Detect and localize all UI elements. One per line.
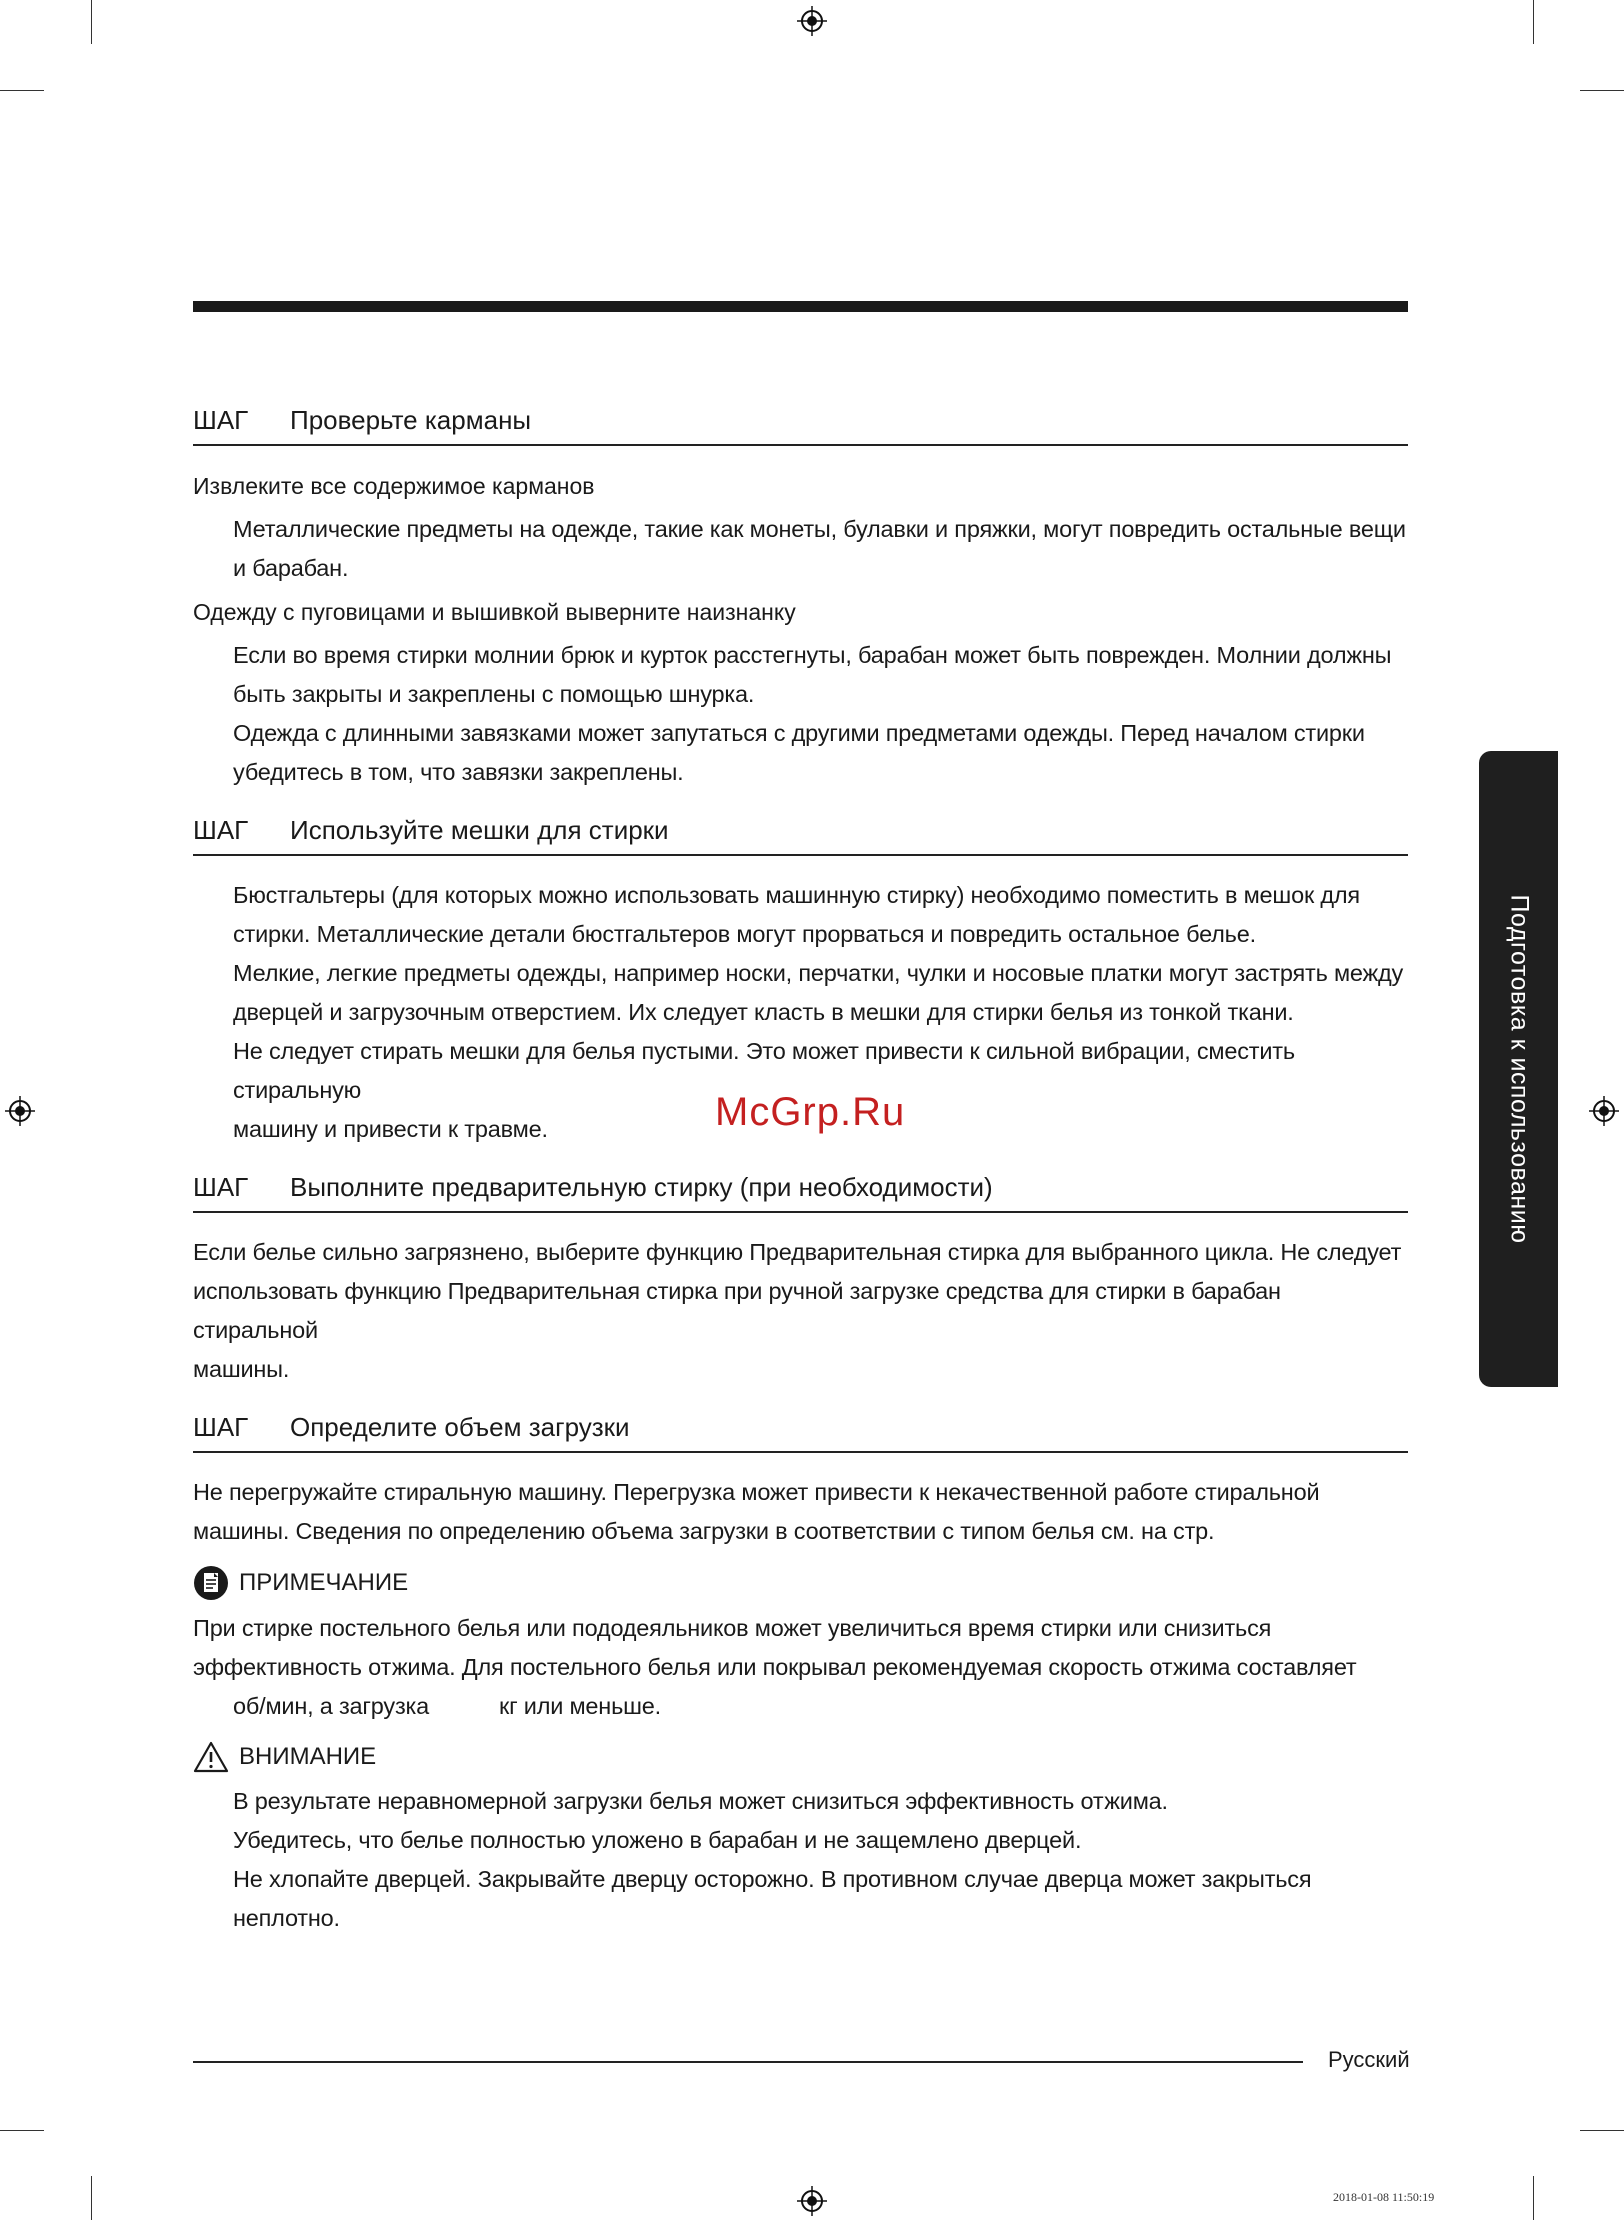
step-heading (193, 1409, 1408, 1453)
caution-title: ВНИМАНИЕ (239, 1743, 377, 1770)
step-title: Определите объем загрузки (290, 1412, 630, 1442)
step-title: Используйте мешки для стирки (290, 815, 669, 845)
paragraph-line: машины. Сведения по определению объема загрузки в соответствии с типом белья см. на стр. (193, 1518, 1215, 1544)
paragraph-line: При стирке постельного белья или пододеяльников может увеличиться время стирки или снизиться (193, 1615, 1272, 1641)
crop-mark (0, 2130, 44, 2131)
crop-mark (1533, 2176, 1534, 2220)
caution-item: Не хлопайте дверцей. Закрывайте дверцу осторожно. В противном случае дверца может закрыться неплотно. (233, 1866, 1312, 1931)
caution-item: Убедитесь, что белье полностью уложено в барабан и не защемлено дверцей. (233, 1827, 1082, 1853)
paragraph-line: Мелкие, легкие предметы одежды, например носки, перчатки, чулки и носовые платки могут застрять между (233, 960, 1404, 986)
paragraph-line: Одежда с длинными завязками может запутаться с другими предметами одежды. Перед началом стирки (233, 720, 1365, 746)
paragraph-line: Не следует стирать мешки для белья пустыми. Это может привести к сильной вибрации, сместить стиральную (233, 1038, 1295, 1103)
paragraph-line: эффективность отжима. Для постельного белья или покрывал рекомендуемая скорость отжима составляет (193, 1654, 1357, 1680)
print-info: 2018-01-08 11:50:19 (1333, 2190, 1435, 2204)
watermark: McGrp.Ru (715, 1090, 906, 1134)
crop-mark (1580, 2130, 1624, 2131)
paragraph-line: дверцей и загрузочным отверстием. Их следует класть в мешки для стирки белья из тонкой ткани. (233, 999, 1294, 1025)
registration-mark-icon (1589, 1096, 1619, 1126)
step-label: ШАГ (193, 1412, 249, 1442)
side-tab-label: Подготовка к использованию (1505, 894, 1533, 1244)
step-heading (193, 812, 1408, 856)
paragraph-line (193, 1687, 1408, 1726)
registration-mark-icon (797, 2186, 827, 2216)
paragraph-line: использовать функцию Предварительная стирка при ручной загрузке средства для стирки в барабан стиральной (193, 1278, 1281, 1343)
crop-mark (1533, 0, 1534, 44)
paragraph-line: Не перегружайте стиральную машину. Перегрузка может привести к некачественной работе стиральной (193, 1479, 1320, 1505)
crop-mark (91, 0, 92, 44)
paragraph-line: быть закрыты и закреплены с помощью шнурка. (233, 681, 755, 707)
warning-triangle-icon (193, 1741, 229, 1773)
step-label: ШАГ (193, 815, 249, 845)
crop-mark (0, 90, 44, 91)
crop-mark (1580, 90, 1624, 91)
side-tab (1479, 751, 1558, 1387)
paragraph-line: убедитесь в том, что завязки закреплены. (233, 759, 684, 785)
load-weight-text: кг или меньше. (499, 1693, 661, 1719)
registration-mark-icon (797, 6, 827, 36)
paragraph-line: машины. (193, 1356, 290, 1382)
step-title: Проверьте карманы (290, 405, 532, 435)
note-heading (193, 1565, 1408, 1601)
step-heading (193, 402, 1408, 446)
top-rule (193, 301, 1408, 312)
step-heading (193, 1169, 1408, 1213)
caution-item: В результате неравномерной загрузки белья может снизиться эффективность отжима. (233, 1788, 1168, 1814)
note-title: ПРИМЕЧАНИЕ (239, 1569, 409, 1596)
paragraph-line: стирки. Металлические детали бюстгальтеров могут прорваться и повредить остальное белье. (233, 921, 1256, 947)
caution-heading (193, 1740, 1408, 1774)
footer-language: Русский (1328, 2047, 1410, 2072)
paragraph-line: машину и привести к травме. (233, 1116, 548, 1142)
registration-mark-icon (5, 1096, 35, 1126)
spin-speed-text: об/мин, а загрузка (233, 1693, 429, 1719)
subheading: Извлеките все содержимое карманов (193, 473, 595, 499)
crop-mark (91, 2176, 92, 2220)
paragraph-line: Если во время стирки молнии брюк и курток расстегнуты, барабан может быть поврежден. Молнии должны (233, 642, 1392, 668)
paragraph-line: Бюстгальтеры (для которых можно использовать машинную стирку) необходимо поместить в мешок для (233, 882, 1360, 908)
page-content (193, 402, 1408, 1938)
note-icon (193, 1565, 229, 1601)
paragraph-line: и барабан. (233, 555, 349, 581)
paragraph-line: Если белье сильно загрязнено, выберите функцию Предварительная стирка для выбранного цикла. Не следует (193, 1239, 1402, 1265)
paragraph-line: Металлические предметы на одежде, такие как монеты, булавки и пряжки, могут повредить остальные вещи (233, 516, 1406, 542)
step-label: ШАГ (193, 1172, 249, 1202)
step-title: Выполните предварительную стирку (при необходимости) (290, 1172, 993, 1202)
subheading: Одежду с пуговицами и вышивкой выверните наизнанку (193, 599, 796, 625)
footer-rule (193, 2061, 1303, 2063)
step-label: ШАГ (193, 405, 249, 435)
